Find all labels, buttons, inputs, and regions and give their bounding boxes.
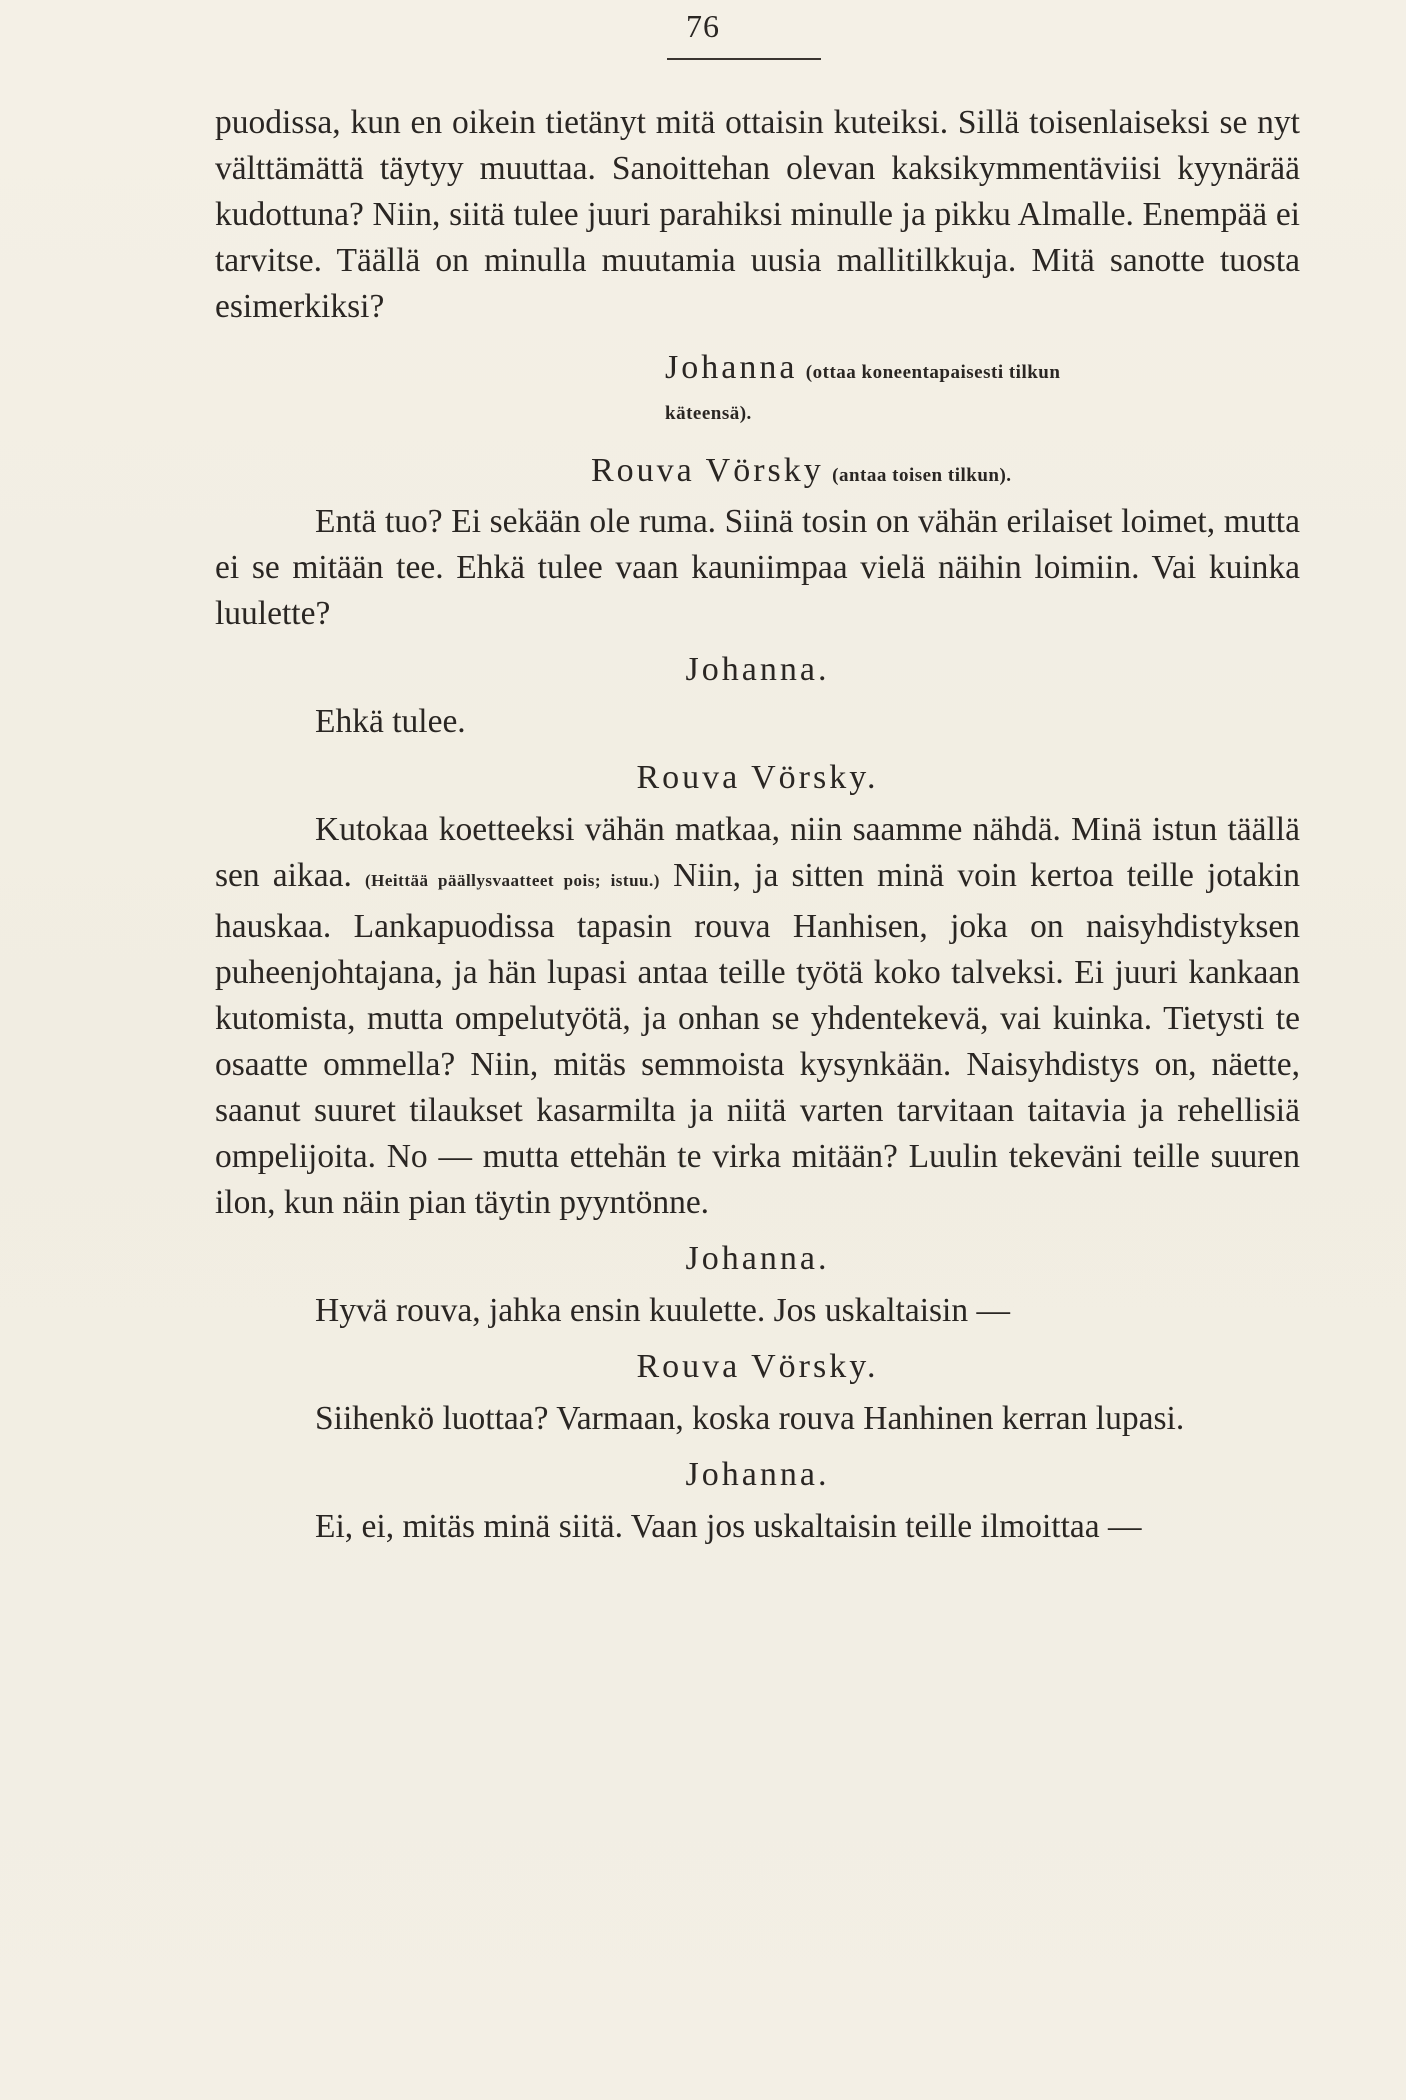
speaker-name: Johanna: [665, 349, 798, 386]
speaker-heading-vorsky-2: Rouva Vörsky.: [636, 759, 879, 796]
stage-direction: (antaa toisen tilkun).: [832, 465, 1012, 486]
page-number: 76: [686, 8, 720, 44]
dialogue-text: Niin, ja sitten minä voin kertoa teille jotakin hauskaa. Lankapuodissa tapasin rouva Hanhisen, joka on naisyhdistyksen puheenjohtajana, ja hän lupasi antaa teille työtä koko talveksi. Ei juuri kankaan kutomista, mutta ompelutyötä, ja onhan se yhdentekevä, vai kuinka. Tietysti te osaatte ommella? Niin, mitäs semmoista kysynkään. Naisyhdistys on, näette, saanut suuret tilaukset kasarmilta ja niitä varten tarvitaan taitavia ja rehellisiä ompelijoita. No — mutta ettehän te virka mitään? Luulin tekeväni teille suuren ilon, kun näin pian täytin pyyntönne.: [215, 857, 1301, 1221]
speaker-heading-johanna-2: Johanna.: [685, 651, 830, 688]
dialogue-paragraph: Hyvä rouva, jahka ensin kuulette. Jos uskaltaisin —: [315, 1292, 1010, 1329]
stage-direction: (Heittää päällysvaatteet pois; istuu.): [365, 871, 660, 890]
speaker-heading-vorsky-3: Rouva Vörsky.: [636, 1348, 879, 1385]
dialogue-text: Kutokaa koetteeksi vähän matkaa, niin saamme nähdä. Minä istun täällä sen aikaa.: [215, 811, 1300, 894]
dialogue-paragraph: Ehkä tulee.: [315, 703, 466, 740]
stage-direction-cont: käteensä).: [665, 403, 752, 424]
header-rule: [667, 58, 821, 60]
speaker-heading-johanna-1: [215, 350, 1300, 432]
speaker-heading-johanna-4: Johanna.: [685, 1456, 830, 1493]
dialogue-paragraph: Ei, ei, mitäs minä siitä. Vaan jos uskaltaisin teille ilmoittaa —: [315, 1508, 1142, 1545]
speaker-heading-vorsky-1: [215, 448, 1300, 499]
speaker-heading-johanna-3: Johanna.: [685, 1240, 830, 1277]
speaker-name: Rouva Vörsky: [591, 452, 824, 489]
stage-direction: (ottaa koneentapaisesti tilkun: [805, 362, 1061, 383]
page-body: [215, 100, 1300, 1550]
dialogue-paragraph: [215, 807, 1300, 1226]
dialogue-paragraph: Siihenkö luottaa? Varmaan, koska rouva Hanhinen kerran lupasi.: [315, 1400, 1185, 1437]
dialogue-paragraph: Entä tuo? Ei sekään ole ruma. Siinä tosin on vähän erilaiset loimet, mutta ei se mitään tee. Ehkä tulee vaan kauniimpaa vielä näihin loimiin. Vai kuinka luulette?: [215, 503, 1300, 632]
paragraph-continuation: puodissa, kun en oikein tietänyt mitä ottaisin kuteiksi. Sillä toisenlaiseksi se nyt välttämättä täytyy muuttaa. Sanoittehan olevan kaksikymmentäviisi kyynärää kudottuna? Niin, siitä tulee juuri parahiksi minulle ja pikku Almalle. Enempää ei tarvitse. Täällä on minulla muutamia uusia mallitilkkuja. Mitä sanotte tuosta esimerkiksi?: [215, 104, 1300, 325]
